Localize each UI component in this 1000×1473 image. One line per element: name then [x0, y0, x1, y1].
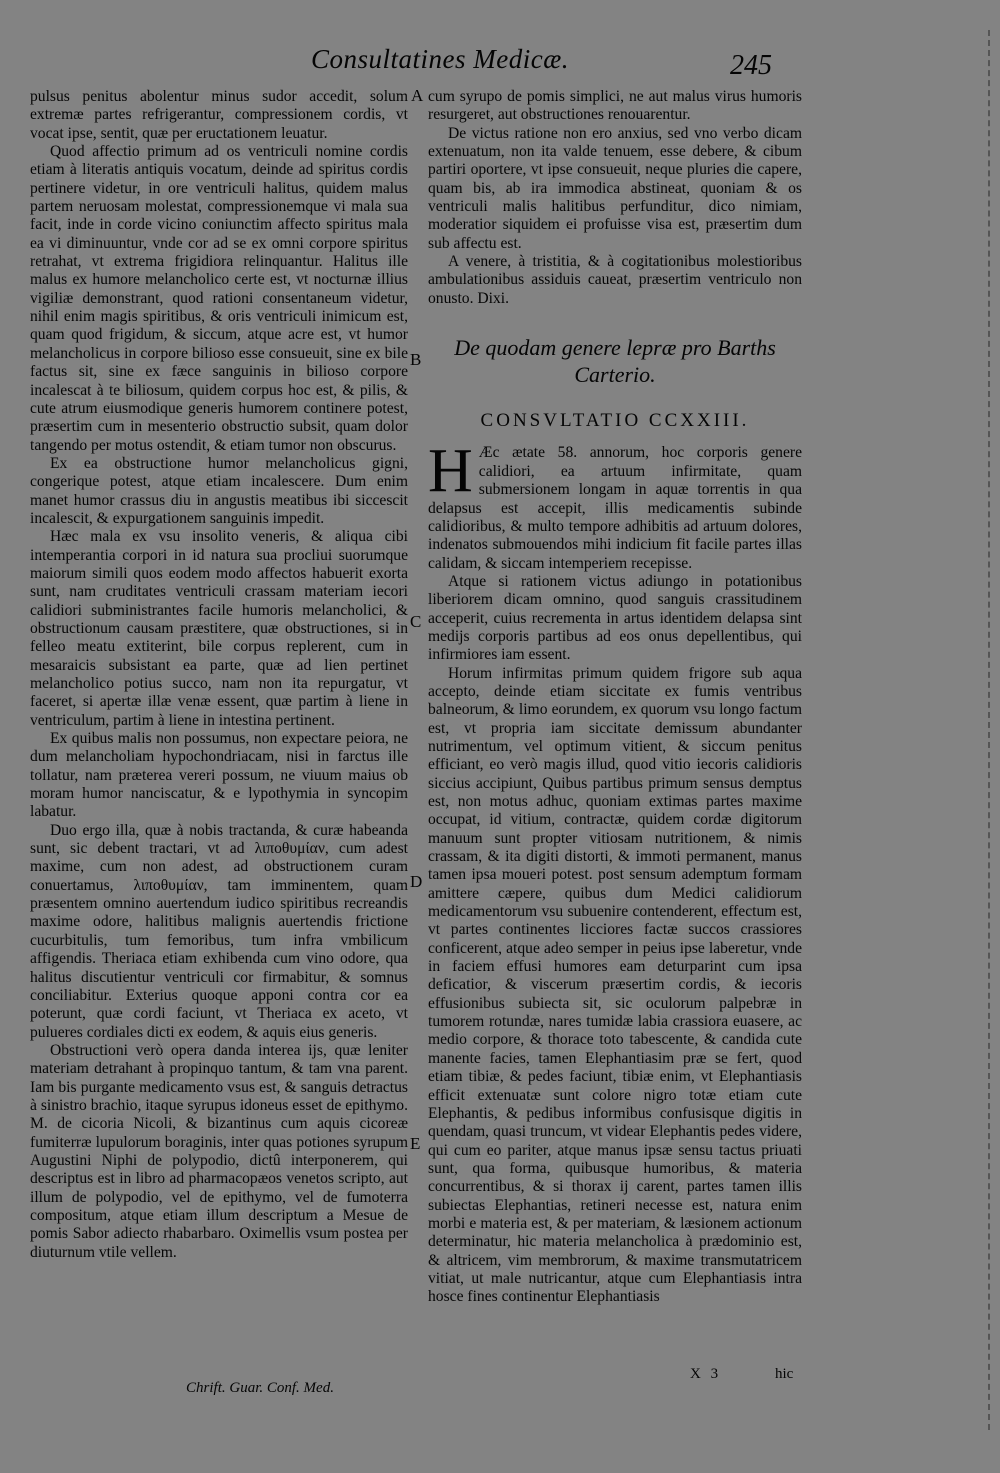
left-paragraph: Ex quibus malis non possumus, non expectare peiora, ne dum melancholiam hypochondriacam, nisi in farctus ille tollatur, nam præterea vereri possum, ne viuum maius ob moram humor nanciscatur, & e lypothymia in syncopim labatur. [30, 730, 408, 821]
left-paragraph: Quod affectio primum ad os ventriculi nomine cordis etiam à literatis antiquis vocatum, deinde ad spiritus cordis pertinere videtur, in ore ventriculi halitus, quidem malus partem neruosam molestat, compressionemque vi mala sua facit, inde in corde vicino coniunctim affecto spiritus mala ea vi diminuuntur, vnde cor ad se ex omni corpore spiritus retrahat, vt extrema frigidiora relinquantur. Halitus ille malus ex humore melancholico certe est, vt nocturnæ illius vigiliæ demonstrant, quod rationi consentaneum videtur, nihil enim magis spiritibus, & oris ventriculi inimicum est, quam quod frigidum, & siccum, atque acre est, vt humor melancholicus in corpore bilioso esse consueuit, sine ex bile factus sit, sine ex fæce sanguinis in bilioso corpore incalescat à te biliosum, quidem corpus hoc est, & pilis, & cute atrum eiusmodique generis humorem continere potest, præsertim cum in mesenterio obstructio subsit, quam dolor tangendo per motus ostendit, & etiam tumor non obscurus. [30, 143, 408, 454]
first-paragraph-text: Æc ætate 58. annorum, hoc corporis genere calidiori, ea artuum infirmitate, quam submersionem longam in aquæ torrentis in qua delapsus est accepit, illis medicamentis subinde calidioribus, & multo tempore adhibitis ad artuum dolores, indenatos submouendos mihi indicium fit facile partes illas calidam, & siccam intemperiem recepisse. [428, 444, 802, 572]
right-paragraph: cum syrupo de pomis simplici, ne aut malus virus humoris resurgeret, aut obstructiones renouarentur. [428, 88, 802, 124]
left-paragraph: pulsus penitus abolentur minus sudor accedit, solum extremæ partes refrigerantur, compressionem cordis, vt vocat ipse, sentit, quæ per eructationem leuatur. [30, 88, 408, 142]
catchword: hic [775, 1366, 794, 1382]
drop-cap: H [428, 437, 473, 506]
right-paragraph: Atque si rationem victus adiungo in potationibus liberiorem dicam omnino, quod sanguis crassitudinem acceperit, cuius recrementa in artus identidem delapsa sint medijs corporis partibus ad eos onus depellentibus, qui infirmiores iam essent. [428, 572, 802, 664]
consultatio-heading: CONSVLTATIO CCXXIII. [480, 410, 750, 432]
right-paragraph: A venere, à tristitia, & à cogitationibus molestioribus ambulationibus assiduis caueat, præsertim ventriculo non onusto. Dixi. [428, 253, 802, 307]
margin-letter-b: B [410, 350, 422, 369]
margin-letter-a: A [411, 86, 424, 105]
running-title: Consultatines Medicæ. [311, 44, 569, 74]
margin-letter-d: D [410, 872, 423, 891]
footer-signature: Chrift. Guar. Conf. Med. [186, 1380, 334, 1396]
signature-mark: X 3 [690, 1366, 722, 1382]
margin-letter-c: C [410, 612, 422, 631]
right-column [428, 88, 802, 1307]
left-paragraph: Ex ea obstructione humor melancholicus gigni, congerique potest, atque etiam incalescere. Dum enim manet humor crassus diu in angustis meatibus ibi siccescit incalescit, & expurgationem sanguinis impedit. [30, 454, 408, 527]
left-paragraph: Duo ergo illa, quæ à nobis tractanda, & curæ habeanda sunt, sic debent tractari, vt ad λιποθυμίαν, cum adest maxime, cum non adest, ad obstructionem curam conuertamus, λιποθυμίαν, tam imminentem, quam præsentem omnino auertendum iudico spiritibus recreandis maxime odore, halitibus malignis auertendis frictione cucurbitulis, tum femoribus, tum infra vmbilicum affigendis. Theriaca etiam exhibenda cum vino odore, qua halitus discutientur ventriculi cor firmabitur, & somnus conciliabitur. Exterius quoque apponi contra cor ea poterunt, quæ cordi faciunt, vt Theriaca ex aceto, vt pulueres cordiales dicti ex eodem, & aquis eius generis. [30, 821, 408, 1041]
left-column [30, 88, 408, 1262]
margin-letter-e: E [410, 1134, 421, 1153]
left-paragraph: Hæc mala ex vsu insolito veneris, & aliqua cibi intemperantia corpori in id natura sua procliui suorumque maiorum simili quos eodem modo affectos habuerit exorta sunt, nam cruditates ventriculi crassam materiam iecori calidiori subministrantes facile humoris melancholici, & obstructionum causam præstitere, quæ obstructiones, si in felleo meatu extiterint, bile corpus replerent, cum in mesaraicis subsistant ea parte, quæ ad lien pertinet melancholico potius succo, nam non ita repurgatur, vt faceret, si apertæ illæ venæ essent, quæ partim à liene in ventriculum, partim à liene in intestina pertinent. [30, 528, 408, 729]
right-paragraph: Horum infirmitas primum quidem frigore sub aqua accepto, deinde etiam siccitate ex fumis ventribus balneorum, & limo eorundem, ex quorum vsu longo factum est, vt propria iam siccitate demissum abundanter nutrimentum, vel optimum vitient, & siccum penitus efficiant, eo verò magis illud, quod vitio iecoris calidioris siccius accipiunt, Quibus partibus primum sensus demptus est, non motus adhuc, quoniam extimas partes maxime occupat, id vitium, contractæ, quidem cordæ digitorum manuum sunt propter vitiosam nutritionem, & nimis crassam, & ita digiti distorti, & immoti permanent, manus tamen ipsa moueri potest. post sensum ademptum formam amittere cæpere, quibus dum Medici calidiorum medicamentorum vsu subuenire contenderent, effectum est, vt partes continentes licciores factæ succos crassiores conficerent, atque adeo semper in peius ipse laberetur, vnde in faciem effusi humores eam deturparint cum ipsa deficatior, & viscerum præsertim cordis, & iecoris effusionibus subiecta sit, sic oculorum palpebræ in tumorem rotundæ, nares tumidæ labia crassiora euasere, ac medio corpore, & thorace toto tabescente, & candida cute manente facies, tamen Elephantiasim præ se fert, quod etiam tibiæ, & pedes faciunt, tibiæ enim, vt Elephantiasis efficit extenuatæ sunt colore nigro totæ etiam cute Elephantis, & pedibus informibus confusisque digitis in quendam, quasi truncum, vt videar Elephantis pedes videre, qui cum eo pariter, atque manus ipsæ sensu tactus priuati sunt, qua forma, quibusque humoribus, & materia concurrentibus, & si thorax ij carent, partes tamen illis subiectas Elephantias, retineri necesse est, natura enim morbi e materia est, & per materiam, & læsionem actionum determinatur, hic materia melancholica à prædominio est, & altricem, vim membrorum, & maxime transmutatricem vitiat, ut male nutricantur, atque cum Elephantiasis intra hosce fines continentur Elephantiasis [428, 664, 802, 1306]
page-edge-divider [988, 30, 998, 1430]
right-paragraph: De victus ratione non ero anxius, sed vno verbo dicam extenuatum, non ita valde tenuem, esse debere, & cibum partiri oportere, vt ipse consueuit, neque pluries die capere, quam bis, ab ira immodica abstineat, quoniam & os ventriculi malis halitibus perfunditur, dico nimiam, moderatior siquidem ei profuisse visa est, præsertim dum sub affectu est. [428, 124, 802, 252]
left-paragraph: Obstructioni verò opera danda interea ijs, quæ leniter materiam detrahant à propinquo tantum, & tam vna parent. Iam bis purgante medicamento vsus est, & sanguis detractus à sinistro brachio, itaque syrupus idoneus esset de epithymo. M. de cicoria Nicoli, & bizantinus cum aquis cicoreæ fumiterræ lupulorum boraginis, inter quas potiones syrupum Augustini Niphi de polypodio, dictû interponerem, qui descriptus est in libro ad pharmacopæos venetos scripto, aut illum de polypodio, vel de epithymo, vel de fumoterra compositum, atque etiam illum descriptum a Mesue de pomis Sabor adiecto rhabarbaro. Oximellis vsum postea per diuturnum vtile vellem. [30, 1041, 408, 1261]
right-paragraph [428, 437, 802, 572]
section-title: De quodam genere lepræ pro Barths Carterio. [454, 335, 776, 388]
page-number: 245 [730, 50, 772, 81]
